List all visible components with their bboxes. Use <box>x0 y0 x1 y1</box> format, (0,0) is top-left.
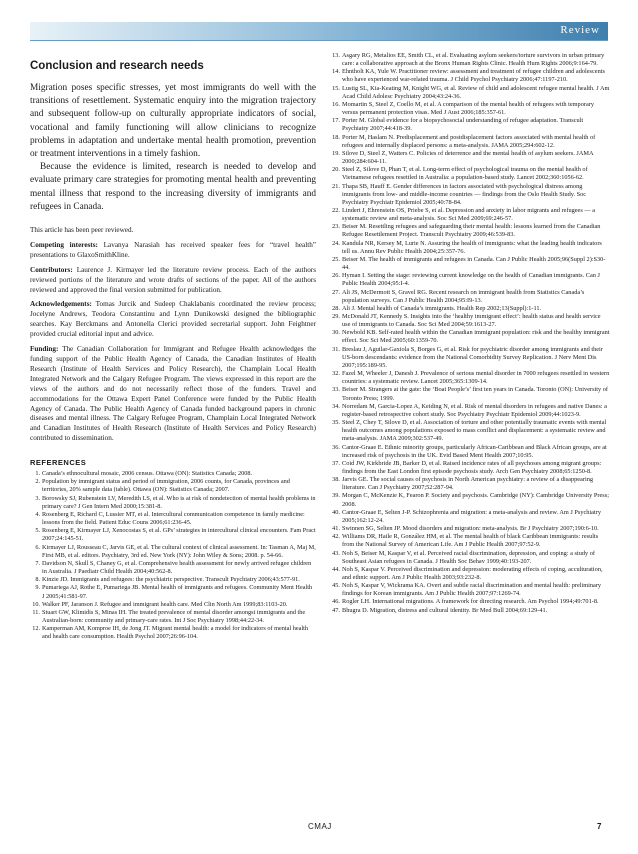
reference-number: 39. <box>332 492 340 500</box>
reference-text: Ali JS, McDermott S, Gravel RG. Recent research on immigrant health from Statistics Canada’s population surveys. Can J Public Health 2004;95:I9-13. <box>342 288 585 304</box>
reference-text: Davidson N, Skull S, Chaney G, et al. Comprehensive health assessment for newly arrived refugee children in Australia. J Paediatr Child Health 2004;40:562-8. <box>42 559 312 576</box>
reference-text: Norredam M, Garcia-Lopez A, Keiding N, et al. Risk of mental disorders in refugees and native Danes: a register-based retrospective cohort study. Soc Psychiatry Psychiatr Epidemiol 2009;44:1023-9. <box>342 402 607 418</box>
reference-number: 29. <box>332 313 340 320</box>
reference-item <box>330 598 610 606</box>
reference-item <box>330 166 610 182</box>
reference-text: Pumariega AJ, Rothe E, Pumariega JB. Mental health of immigrants and refugees. Community Ment Health J 2005;41:581-97. <box>42 584 313 600</box>
reference-number: 12. <box>32 625 40 633</box>
journal-name: CMAJ <box>308 822 332 831</box>
reference-number: 43. <box>332 549 340 557</box>
reference-number: 45. <box>332 582 340 590</box>
reference-text: Silove D, Steel Z, Watters C. Policies of deterrence and the mental health of asylum seekers. JAMA 2000;284:604-11. <box>342 149 594 166</box>
reference-item <box>30 560 316 576</box>
left-column <box>30 52 316 641</box>
reference-item <box>330 85 610 101</box>
reference-item <box>30 527 316 543</box>
reference-item <box>330 223 610 239</box>
reference-item <box>330 525 610 533</box>
reference-number: 31. <box>332 345 340 353</box>
reference-number: 23. <box>332 223 340 231</box>
reference-text: Porter M, Haslam N. Predisplacement and postdisplacement factors associated with mental health of refugees and internally displaced persons: a meta-analysis. JAMA 2005;294:602-12. <box>342 133 596 149</box>
reference-number: 9. <box>35 584 40 592</box>
reference-text: Steel Z, Chey T, Silove D, et al. Association of torture and other potentially traumatic events with mental health outcomes among populations exposed to mass conflict and displacement: a systematic review and meta-analysis. JAMA 2009;302:537-49. <box>342 419 607 443</box>
reference-item <box>330 150 610 166</box>
competing-interests-text: Lavanya Narasiah has received speaker fees for “travel health” presentations to GlaxoSmithKline. <box>30 240 316 259</box>
reference-item <box>30 470 316 478</box>
reference-text: Cantor-Graae E. Ethnic minority groups, particularly African-Caribbean and Black African groups, are at increased risk of psychosis in the UK. Evid Based Ment Health 2007;10:95. <box>342 443 607 459</box>
reference-item <box>330 68 610 84</box>
reference-item <box>330 329 610 345</box>
reference-item <box>330 240 610 256</box>
reference-number: 11. <box>32 608 40 616</box>
reference-number: 40. <box>332 508 340 516</box>
reference-item <box>330 272 610 288</box>
reference-item <box>330 289 610 305</box>
contributors-label: Contributors: <box>30 265 73 274</box>
reference-number: 5. <box>35 527 40 535</box>
reference-number: 14. <box>332 68 340 76</box>
reference-text: Rosenberg E, Kirmayer LJ, Xenocostas S, et al. GPs’ strategies in intercultural clinical encounters. Fam Pract 2007;24:145-51. <box>42 527 316 543</box>
reference-number: 47. <box>332 606 340 614</box>
reference-number: 26. <box>332 272 340 280</box>
reference-text: Noh S, Beiser M, Kaspar V, et al. Perceived racial discrimination, depression, and coping: a study of Southeast Asian refugees in Canada. J Health Soc Behav 1999;40:193-207. <box>342 549 595 565</box>
reference-text: Kirmayer LJ, Rousseau C, Jarvis GE, et al. The cultural context of clinical assessment. In: Tasman A, Maj M, First MB, et al. editors. Psychiatry, 3rd ed. New York (NY): John Wiley & Sons; 2008. p. 54-66. <box>42 543 316 559</box>
reference-number: 32. <box>332 370 340 378</box>
reference-number: 38. <box>332 476 340 484</box>
reference-item <box>330 476 610 492</box>
reference-item <box>330 403 610 419</box>
reference-text: Rogler LH. International migrations. A framework for directing research. Am Psychol 1994;49:701-8. <box>342 598 599 606</box>
reference-text: Lustig SL, Kia-Keating M, Knight WG, et al. Review of child and adolescent refugee mental health. J Am Acad Child Adolesc Psychiatry 2004;43:24-36. <box>342 84 610 100</box>
reference-number: 1. <box>35 470 40 478</box>
references-list-right <box>330 52 610 615</box>
reference-text: Noh S, Kaspar V, Wickrama KA. Overt and subtle racial discrimination and mental health: preliminary findings for Korean immigrants. Am J Public Health 2007;97:1269-74. <box>342 582 602 598</box>
reference-item <box>330 117 610 133</box>
reference-text: Ehntholt KA, Yule W. Practitioner review: assessment and treatment of refugee children and adolescents who have experienced war-related trauma. J Child Psychol Psychiatry 2006;47:1197-210. <box>342 68 605 84</box>
reference-item <box>330 370 610 386</box>
reference-number: 46. <box>332 598 340 606</box>
reference-item <box>330 550 610 566</box>
reference-text: Ali J. Mental health of Canada’s immigrants. Health Rep 2002;13(Suppl):1-11. <box>342 304 542 312</box>
conclusion-paragraph-1: Migration poses specific stresses, yet most immigrants do well with the transitions of resettlement. Systematic enquiry into the migration trajectory and subsequent follow-up on culturally appropriate indicators of social, vocational and family functioning will allow clinicians to recognize problems in adaptation and undertake mental health promotion, prevention or treatment interventions in a timely fashion. <box>30 83 316 160</box>
contributors <box>30 266 316 296</box>
reference-number: 37. <box>332 459 340 467</box>
reference-text: Asgary RG, Metalios EE, Smith CL, et al. Evaluating asylum seekers/torture survivors in urban primary care: a collaborative approach at the Bronx Human Rights Clinic. Health Hum Rights 2006;9:164-79. <box>342 52 605 68</box>
page-number: 7 <box>597 822 602 831</box>
right-column <box>330 52 610 615</box>
reference-number: 36. <box>332 443 340 451</box>
reference-text: Beiser M. Strangers at the gate: the ‘Boat People’s’ first ten years in Canada. Toronto (ON): University of Toronto Press; 1999. <box>342 386 609 402</box>
reference-item <box>330 607 610 615</box>
reference-text: Rosenberg E, Richard C, Lussier MT, et al. Intercultural communication competence in family medicine: lessons from the field. Patient Educ Couns 2006;61:236-45. <box>42 510 305 527</box>
reference-number: 22. <box>332 206 340 214</box>
reference-text: Kandula NR, Kersey M, Lurie N. Assuring the health of immigrants: what the leading health indicators tell us. Annu Rev Public Health 2004;25:357-76. <box>342 239 602 255</box>
competing-interests <box>30 241 316 261</box>
reference-item <box>30 584 316 600</box>
reference-number: 25. <box>332 255 340 263</box>
reference-text: Swinnen SG, Selten JP. Mood disorders and migration: meta-analysis. Br J Psychiatry 2007;190:6-10. <box>342 525 599 533</box>
reference-item <box>330 460 610 476</box>
reference-number: 33. <box>332 386 340 394</box>
reference-text: Stuart GW, Klimidis S, Minas IH. The treated prevalence of mental disorder amongst immigrants and the Australian-born: community and primary-care rates. Int J Soc Psychiatry 1998;44:22-34. <box>42 608 306 624</box>
reference-number: 8. <box>35 576 40 584</box>
reference-text: Williams DR, Haile R, González HM, et al. The mental health of black Caribbean immigrants: results from the National Survey of American Life. Am J Public Health 2007;97:52-9. <box>342 533 599 549</box>
reference-number: 35. <box>332 419 340 427</box>
reference-text: Coid JW, Kirkbride JB, Barker D, et al. Raised incidence rates of all psychoses among migrant groups: findings from the East London first episode psychosis study. Arch Gen Psychiatry 2008;65:1250-8. <box>342 459 602 475</box>
reference-text: Steel Z, Silove D, Phan T, et al. Long-term effect of psychological trauma on the mental health of Vietnamese refugees resettled in Australia: a population-based study. Lancet 2002;360:1056-62. <box>342 166 588 182</box>
reference-item <box>30 576 316 584</box>
reference-item <box>330 533 610 549</box>
reference-text: Thapa SB, Hauff E. Gender differences in factors associated with psychological distress among immigrants from low- and middle-income countries — findings from the Oslo Health Study. Soc Psychiatry Psychiatr Epidemiol 2005;40:78-84. <box>342 182 587 206</box>
acknowledgements-label: Acknowledgements: <box>30 300 92 309</box>
reference-text: Jarvis GE. The social causes of psychosis in North American psychiatry: a review of a disappearing literature. Can J Psychiatry 2007;52:287-94. <box>342 476 593 492</box>
references-heading: REFERENCES <box>30 458 87 468</box>
reference-number: 19. <box>332 149 340 157</box>
reference-text: Breslau J, Aguilar-Gaxiola S, Borges G, et al. Risk for psychiatric disorder among immigrants and their US-born descendants: evidence from the National Comorbidity Survey Replication. J Nerv Ment Dis 2007;195:189-95. <box>342 345 603 369</box>
reference-item <box>30 609 316 625</box>
reference-text: Cantor-Graae E, Selten J-P. Schizophrenia and migration: a meta-analysis and review. Am J Psychiatry 2005;162:12-24. <box>342 508 601 524</box>
reference-item <box>330 419 610 443</box>
reference-text: Borowsky SJ, Rubenstein LV, Meredith LS, et al. Who is at risk of nondetection of mental health problems in primary care? J Gen Intern Med 2000;15:381-8. <box>42 494 316 510</box>
reference-number: 15. <box>332 84 340 92</box>
reference-text: Lindert J, Ehrenstein OS, Priebe S, et al. Depression and anxiety in labor migrants and refugees — a systematic review and meta-analysis. Soc Sci Med 2009;69:246-57. <box>342 206 596 223</box>
reference-number: 10. <box>32 600 40 608</box>
reference-number: 18. <box>332 133 340 141</box>
reference-text: Noh S, Kaspar V. Perceived discrimination and depression: moderating effects of coping, acculturation, and ethnic support. Am J Public Health 2003;93:232-8. <box>342 565 603 581</box>
reference-number: 3. <box>35 494 40 502</box>
funding <box>30 345 316 444</box>
reference-text: McDonald JT, Kennedy S. Insights into the ‘healthy immigrant effect’: health status and health service use of immigrants to Canada. Soc Sci Med 2004;59:1613-27. <box>342 313 601 329</box>
reference-number: 42. <box>332 533 340 541</box>
funding-label: Funding: <box>30 345 59 354</box>
reference-text: Kinzie JD. Immigrants and refugees: the psychiatric perspective. Transcult Psychiatry 2006;43:577-91. <box>42 576 300 584</box>
reference-text: Bhugra D. Migration, distress and cultural identity. Br Med Bull 2004;69:129-41. <box>342 606 548 614</box>
reference-item <box>330 207 610 223</box>
reference-number: 28. <box>332 304 340 312</box>
reference-number: 16. <box>332 100 340 108</box>
reference-number: 24. <box>332 239 340 247</box>
reference-number: 20. <box>332 166 340 174</box>
reference-item <box>30 495 316 511</box>
reference-item <box>330 134 610 150</box>
reference-text: Canada’s ethnocultural mosaic, 2006 census. Ottawa (ON): Statistics Canada; 2008. <box>42 470 253 478</box>
reference-number: 44. <box>332 565 340 573</box>
reference-text: Fazel M, Wheeler J, Danesh J. Prevalence of serious mental disorder in 7000 refugees resettled in western countries: a systematic review. Lancet 2005;365:1309-14. <box>342 370 610 386</box>
section-banner <box>30 22 608 40</box>
reference-item <box>330 386 610 402</box>
reference-text: Newbold KB. Self-rated health within the Canadian immigrant population: risk and the healthy immigrant effect. Soc Sci Med 2005;60:1359-70. <box>342 329 610 345</box>
reference-item <box>330 492 610 508</box>
contributors-text: Laurence J. Kirmayer led the literature review process. Each of the authors reviewed portions of the literature and wrote drafts of sections of the paper. All of the authors reviewed and approved the final version submitted for publication. <box>30 265 316 294</box>
reference-item <box>330 346 610 370</box>
header-rule <box>30 40 608 41</box>
reference-item <box>330 52 610 68</box>
reference-item <box>330 256 610 272</box>
reference-number: 34. <box>332 402 340 410</box>
reference-text: Momartin S, Steel Z, Coello M, et al. A comparison of the mental health of refugees with temporary versus permanent protection visas. Med J Aust 2006;185:357-61. <box>342 100 594 117</box>
reference-number: 30. <box>332 329 340 337</box>
funding-text: The Canadian Collaboration for Immigrant and Refugee Health acknowledges the funding support of the Public Health Agency of Canada, the Canadian Institutes of Health Research (Institute of Health Services and Policy Research), the Champlain Local Health Integrated Network and the Calgary Refugee Program. The views expressed in this report are the views of the authors and do not necessarily reflect those of the funders. Travel and accommodations for the Ottawa Expert Panel Conference were funded by the Public Health Agency of Canada. The Public Health Agency of Canada funded background papers in chronic diseases and mental illness. The Calgary Refugee Program, Champlain Local Integrated Network and Canadian Institutes of Health Research (Institute of Health Services and Policy Research) contributed to dissemination. <box>30 345 316 443</box>
section-title: Conclusion and research needs <box>30 60 204 72</box>
competing-interests-label: Competing interests: <box>30 240 98 249</box>
reference-text: Beiser M. Resettling refugees and safeguarding their mental health: lessons learned from the Canadian Refugee Resettlement Project. Transcult Psychiatry 2009;46:539-83. <box>342 223 601 239</box>
reference-text: Beiser M. The health of immigrants and refugees in Canada. Can J Public Health 2005;96(Suppl 2):S30-44. <box>342 255 606 272</box>
reference-item <box>330 509 610 525</box>
acknowledgements <box>30 300 316 340</box>
acknowledgements-text: Tomas Jurcik and Sudeep Chaklabanis coordinated the review process; Jocelyne Andrews, Teodora Constantinu and Lynn Dunikowski designed the bibliographic searches. Kay Berckmans and Antonella Clerici provided secretarial support. John Feightner provided crucial editorial input and advice. <box>30 300 316 339</box>
reference-item <box>30 511 316 527</box>
reference-number: 7. <box>35 559 40 567</box>
reference-number: 13. <box>332 52 340 59</box>
reference-item <box>30 601 316 609</box>
reference-number: 17. <box>332 117 340 125</box>
reference-number: 41. <box>332 525 340 533</box>
reference-item <box>330 566 610 582</box>
reference-text: Kamperman AM, Komproe IH, de Jong JT. Migrant mental health: a model for indicators of mental health and health care consumption. Health Psychol 2007;26:96-104. <box>42 625 308 641</box>
reference-item <box>330 183 610 207</box>
section-label: Review <box>560 24 600 36</box>
reference-item <box>330 313 610 329</box>
reference-number: 21. <box>332 182 340 190</box>
reference-number: 6. <box>35 543 40 551</box>
reference-item <box>30 544 316 560</box>
reference-text: Walker PF, Jaranson J. Refugee and immigrant health care. Med Clin North Am 1999;83:1103-20. <box>42 600 288 608</box>
peer-review-note: This article has been peer reviewed. <box>30 226 134 235</box>
reference-number: 2. <box>35 478 40 486</box>
reference-item <box>30 625 316 641</box>
reference-text: Population by immigrant status and period of immigration, 2006 counts, for Canada, provinces and territories, 20% sample data (table). Ottawa (ON): Statistics Canada; 2007. <box>42 478 290 494</box>
reference-item <box>330 582 610 598</box>
reference-text: Morgan C, McKenzie K, Fearon P. Society and psychosis. Cambridge (NY): Cambridge University Press; 2008. <box>342 492 609 508</box>
conclusion-paragraph-2: Because the evidence is limited, research is needed to develop and evaluate primary care strategies for promoting mental health and preventing mental illness that respond to the increasing diversity of immigrants and refugees in Canada. <box>30 162 316 212</box>
reference-item <box>330 101 610 117</box>
reference-item <box>30 478 316 494</box>
reference-text: Hyman I. Setting the stage: reviewing current knowledge on the health of Canadian immigrants. Can J Public Health 2004;95:I-4. <box>342 272 600 288</box>
references-list-left <box>30 470 316 641</box>
reference-number: 27. <box>332 288 340 296</box>
reference-item <box>330 305 610 313</box>
reference-text: Porter M. Global evidence for a biopsychosocial understanding of refugee adaptation. Transcult Psychiatry 2007;44:418-39. <box>342 117 584 133</box>
reference-item <box>330 444 610 460</box>
reference-number: 4. <box>35 510 40 518</box>
